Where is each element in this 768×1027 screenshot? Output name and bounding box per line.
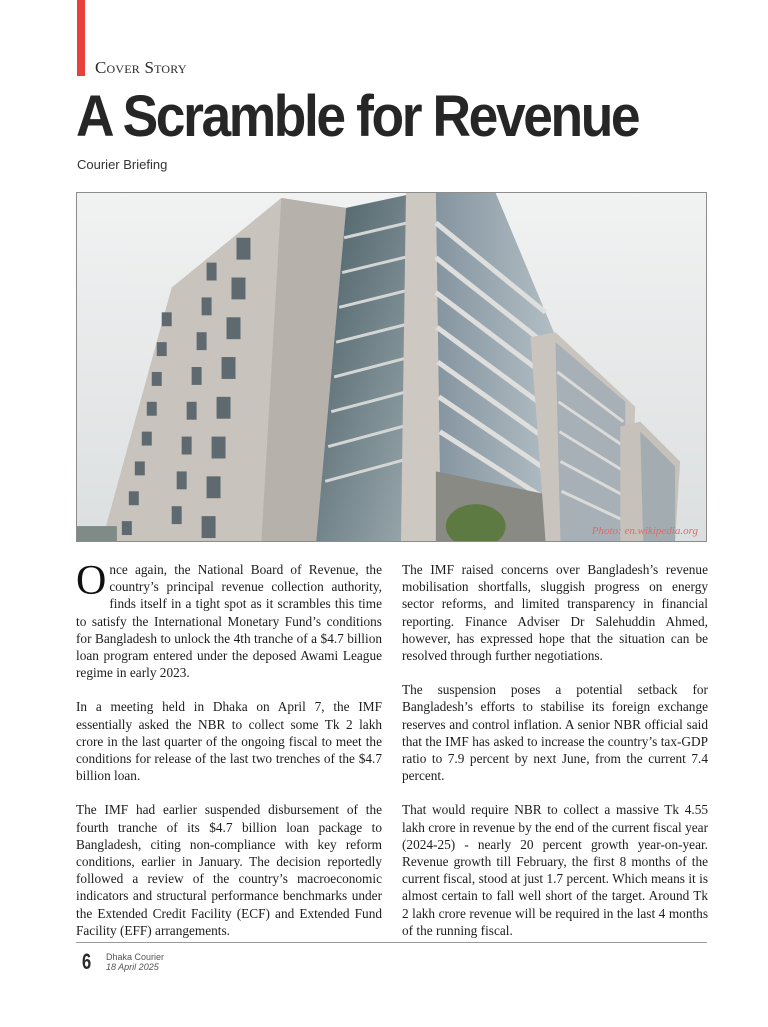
article-photo — [76, 192, 707, 542]
article-column-left — [76, 558, 382, 956]
article-paragraph: The IMF had earlier suspended disbursement of the fourth tranche of its $4.7 billion loan package to Bangladesh, citing non-compliance with key reform conditions, earlier in January. The decision reportedly followed a review of the country’s macroeconomic indicators and structural performance benchmarks under the Extended Credit Facility (ECF) and Extended Fund Facility (EFF) arrangements. — [76, 802, 382, 938]
article-paragraph: Once again, the National Board of Revenue, the country’s principal revenue collection authority, finds itself in a tight spot as it scrambles this time to satisfy the International Monetary Fund’s conditions for Bangladesh to unlock the 4th tranche of a $4.7 billion loan program entered under the deposed Awami League regime in early 2023. — [76, 558, 382, 681]
article-paragraph: That would require NBR to collect a massive Tk 4.55 lakh crore in revenue by the end of the current fiscal year (2024-25) - nearly 20 percent growth year-on-year. Revenue growth till February, the first 8 months of the current fiscal, stood at just 1.7 percent. Which means it is almost certain to fall well short of the target. Around Tk 2 lakh crore revenue will be required in the last 4 months of the running fiscal. — [402, 802, 708, 938]
issue-date: 18 April 2025 — [106, 962, 159, 972]
page-number: 6 — [82, 949, 92, 974]
article-paragraph: The suspension poses a potential setback for Bangladesh’s efforts to stabilise its foreign exchange reserves and control inflation. A senior NBR official said that the IMF has asked to increase the country’s tax-GDP ratio to 7.9 percent by next June, from the current 7.4 percent. — [402, 682, 708, 784]
nbr-building-image — [77, 193, 706, 541]
section-kicker: Cover Story — [95, 58, 187, 77]
byline: Courier Briefing — [77, 157, 168, 172]
article-column-right — [402, 561, 708, 956]
photo-credit: Photo: en.wikipedia.org — [591, 525, 698, 537]
drop-cap: O — [76, 558, 107, 604]
article-paragraph: The IMF raised concerns over Bangladesh’s revenue mobilisation shortfalls, sluggish progress on energy sector reforms, and limited transparency in financial reporting. Finance Adviser Dr Salehuddin Ahmed, however, has expressed hope that the situation can be resolved through further negotiations. — [402, 562, 708, 664]
publication-name: Dhaka Courier — [106, 952, 165, 962]
footer-divider — [76, 942, 707, 943]
article-paragraph: In a meeting held in Dhaka on April 7, the IMF essentially asked the NBR to collect some Tk 2 lakh crore in the last quarter of the ongoing fiscal to meet the conditions for release of the last two trenches of the $4.7 billion loan. — [76, 699, 382, 784]
article-headline: A Scramble for Revenue — [76, 84, 639, 149]
section-accent-bar — [77, 0, 85, 76]
